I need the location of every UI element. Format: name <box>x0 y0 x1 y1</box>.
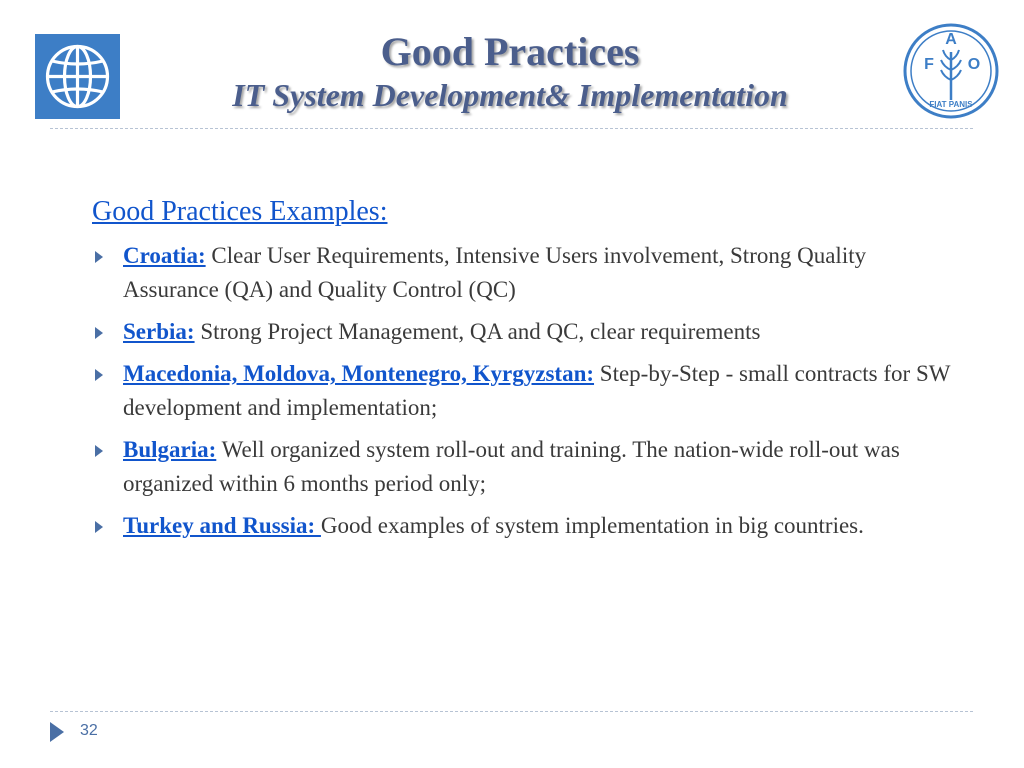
fao-emblem-icon <box>902 22 1000 120</box>
section-heading[interactable]: Good Practices Examples: <box>92 196 388 227</box>
list-item <box>92 239 953 307</box>
header-divider <box>50 128 973 129</box>
item-description: Step-by-Step - small contracts for SW development and implementation; <box>123 361 951 420</box>
fao-svg <box>902 22 1000 120</box>
item-description: Well organized system roll-out and training. The nation-wide roll-out was organized within 6 months period only; <box>123 437 900 496</box>
item-description: Clear User Requirements, Intensive Users involvement, Strong Quality Assurance (QA) and Quality Control (QC) <box>123 243 867 302</box>
list-item <box>92 433 953 501</box>
fao-letter-o: O <box>967 56 981 73</box>
slide-title: Good Practices <box>380 29 640 74</box>
bullet-arrow-icon <box>95 521 103 533</box>
country-link-croatia[interactable]: Croatia: <box>123 243 206 268</box>
list-item <box>92 357 953 425</box>
content-area <box>92 195 972 551</box>
fao-letter-f: F <box>924 56 934 73</box>
footer-arrow-icon <box>50 722 64 742</box>
slide-subtitle: IT System Development& Implementation <box>232 77 788 113</box>
bullet-list <box>92 239 972 543</box>
country-link-macedonia-moldova-montenegro-kyrgyzstan[interactable]: Macedonia, Moldova, Montenegro, Kyrgyzstan: <box>123 361 595 386</box>
bullet-arrow-icon <box>95 369 103 381</box>
list-item <box>92 315 953 349</box>
bullet-arrow-icon <box>95 445 103 457</box>
item-description: Strong Project Management, QA and QC, clear requirements <box>194 319 761 344</box>
bullet-arrow-icon <box>95 327 103 339</box>
globe-svg <box>35 34 120 119</box>
fao-letter-a: A <box>945 31 957 48</box>
footer-divider <box>50 711 973 712</box>
title-block <box>130 28 890 114</box>
country-link-bulgaria[interactable]: Bulgaria: <box>123 437 217 462</box>
country-link-serbia[interactable]: Serbia: <box>123 319 195 344</box>
world-bank-globe-icon <box>35 34 120 119</box>
bullet-arrow-icon <box>95 251 103 263</box>
item-description: Good examples of system implementation in big countries. <box>320 513 864 538</box>
list-item <box>92 509 953 543</box>
fao-motto: FIAT PANIS <box>929 100 973 109</box>
country-link-turkey-and-russia[interactable]: Turkey and Russia: <box>123 513 321 538</box>
page-number: 32 <box>80 722 98 739</box>
